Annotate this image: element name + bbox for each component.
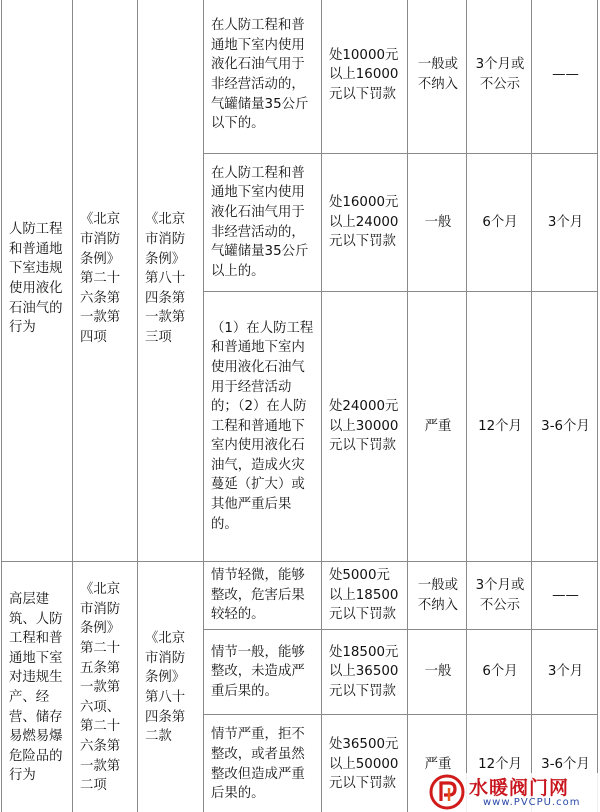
publicity-period-cell: 12个月 (467, 715, 532, 812)
circumstance-cell: （1）在人防工程和普通地下室内使用液化石油气用于经营活动的；（2）在人防工程和普通地下室内使用液化石油气，造成火灾蔓延（扩大）或其他严重后果的。 (204, 292, 322, 562)
table-row (2, 562, 598, 630)
publicity-period-cell: 3个月或不公示 (467, 562, 532, 630)
legal-basis-cell: 《北京市消防条例》第二十五条第一款第六项、第二十六条第一款第二项 (73, 562, 138, 812)
circumstance-cell: 在人防工程和普通地下室内使用液化石油气用于非经营活动的，气罐储量35公斤以下的。 (204, 0, 322, 154)
restore-period-cell: 3-6个月 (532, 292, 598, 562)
table-row (2, 0, 598, 154)
restore-period-cell: 3个月 (532, 154, 598, 292)
fine-cell: 处36500元以上50000元以下罚款 (322, 715, 408, 812)
fine-cell: 处10000元以上16000元以下罚款 (322, 0, 408, 154)
legal-basis-cell: 《北京市消防条例》第二十六条第一款第四项 (73, 0, 138, 562)
fine-cell: 处18500元以上36500元以下罚款 (322, 630, 408, 715)
publicity-period-cell: 12个月 (467, 292, 532, 562)
violation-cell: 人防工程和普通地下室违规使用液化石油气的行为 (2, 0, 73, 562)
restore-period-cell: —— (532, 562, 598, 630)
severity-level-cell: 一般或不纳入 (408, 562, 467, 630)
severity-level-cell: 一般 (408, 630, 467, 715)
fine-cell: 处16000元以上24000元以下罚款 (322, 154, 408, 292)
watermark-url: www.PVCPU.com (483, 797, 581, 808)
penalty-standard-table (1, 0, 598, 812)
circumstance-cell: 情节一般，能够整改，未造成严重后果的。 (204, 630, 322, 715)
fine-cell: 处5000元以上18500元以下罚款 (322, 562, 408, 630)
severity-level-cell: 一般 (408, 154, 467, 292)
severity-level-cell: 严重 (408, 715, 467, 812)
fine-cell: 处24000元以上30000元以下罚款 (322, 292, 408, 562)
restore-period-cell: —— (532, 0, 598, 154)
pvcpu-logo-icon (429, 774, 465, 810)
penalty-basis-cell: 《北京市消防条例》第八十四条第二款 (138, 562, 204, 812)
severity-level-cell: 一般或不纳入 (408, 0, 467, 154)
circumstance-cell: 在人防工程和普通地下室内使用液化石油气用于非经营活动的，气罐储量35公斤以上的。 (204, 154, 322, 292)
watermark-title: 水暖阀门网 (469, 777, 570, 799)
publicity-period-cell: 3个月或不公示 (467, 0, 532, 154)
violation-cell: 高层建筑、人防工程和普通地下室对违规生产、经营、储存易燃易爆危险品的行为 (2, 562, 73, 812)
watermark (425, 773, 600, 812)
circumstance-cell: 情节轻微，能够整改，危害后果较轻的。 (204, 562, 322, 630)
circumstance-cell: 情节严重，拒不整改，或者虽然整改但造成严重后果的。 (204, 715, 322, 812)
restore-period-cell: 3-6个月 (532, 715, 598, 812)
penalty-basis-cell: 《北京市消防条例》第八十四条第一款第三项 (138, 0, 204, 562)
publicity-period-cell: 6个月 (467, 630, 532, 715)
restore-period-cell: 3个月 (532, 630, 598, 715)
publicity-period-cell: 6个月 (467, 154, 532, 292)
severity-level-cell: 严重 (408, 292, 467, 562)
